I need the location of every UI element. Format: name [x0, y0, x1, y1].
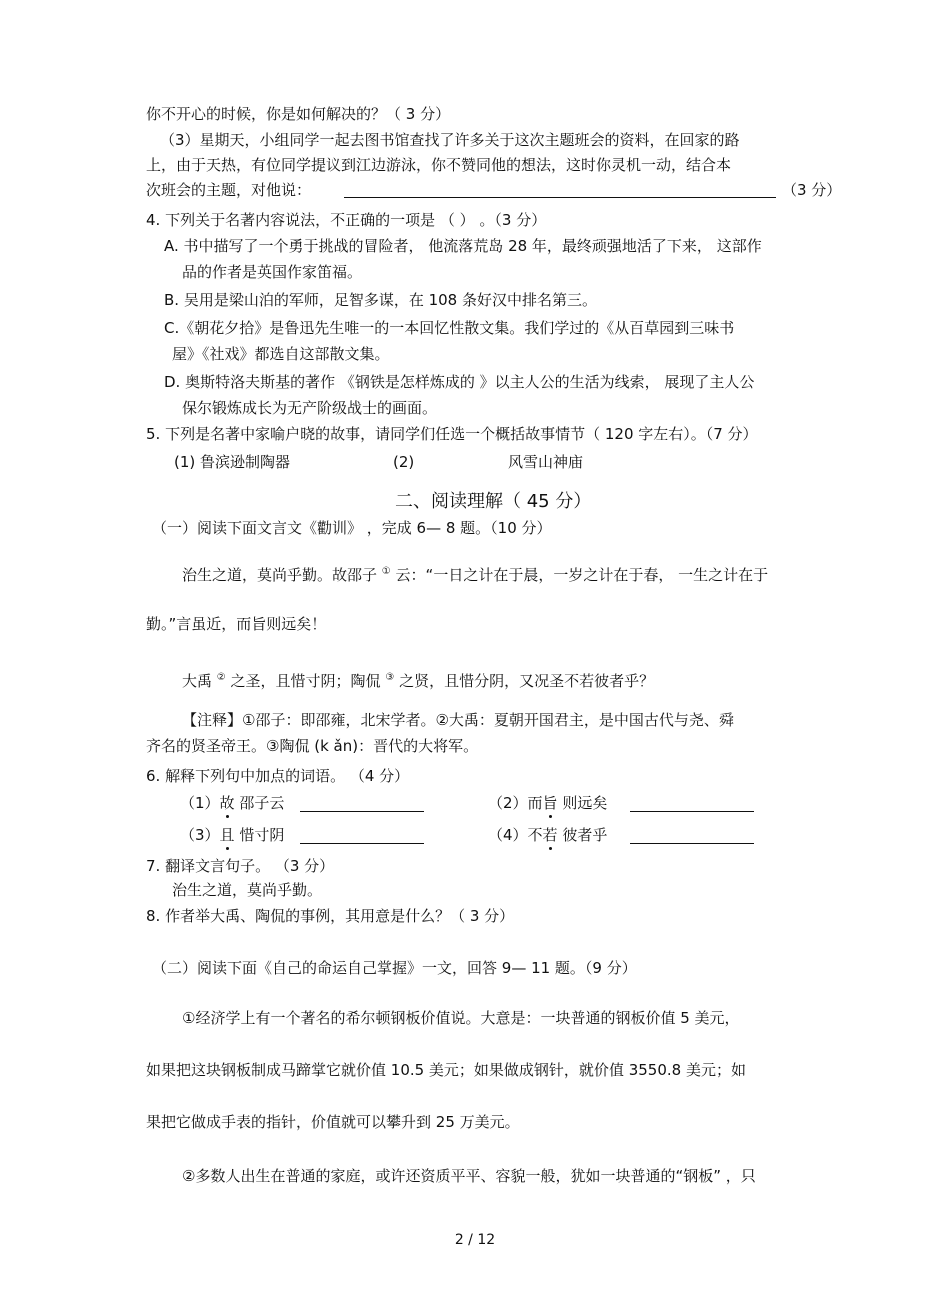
- q4-option-c-line2: 屋》《社戏》都选自这部散文集。: [172, 345, 390, 363]
- q3-line-2: 上，由于天热，有位同学提议到江边游泳，你不赞同他的想法，这时你灵机一动，结合本: [146, 156, 732, 174]
- classical-text: 大禹: [182, 672, 213, 690]
- q6-item-2: [488, 793, 607, 813]
- q6-item-prefix: （3）: [180, 826, 220, 844]
- q3-line-3: [146, 180, 311, 200]
- q3-prompt: 次班会的主题，对他说：: [146, 181, 312, 199]
- part1-intro: （一）阅读下面文言文《勸训》 ，完成 6— 8 题。（10 分）: [152, 519, 552, 537]
- q5-stem: 5. 下列是名著中家喻户晓的故事，请同学们任选一个概括故事情节（ 120 字左右）。（7 分）: [146, 425, 758, 443]
- q4-option-a-line1: A. 书中描写了一个勇于挑战的冒险者， 他流落荒岛 28 年，最终顽强地活了下来， 这部作: [164, 237, 762, 255]
- q3-line-1: （3）星期天，小组同学一起去图书馆查找了许多关于这次主题班会的资料，在回家的路: [160, 131, 740, 149]
- classical-text: 治生之道，莫尚乎勤。故邵子: [182, 566, 378, 584]
- q2-end-line: 你不开心的时候，你是如何解决的？（ 3 分）: [146, 105, 451, 123]
- footnote-marker-3: ③: [385, 672, 395, 683]
- q4-option-c-line1: C.《朝花夕拾》是鲁迅先生唯一的一本回忆性散文集。我们学过的《从百草园到三味书: [164, 319, 735, 337]
- q6-item-text: 则远矣: [557, 794, 608, 812]
- q3-answer-blank[interactable]: [344, 197, 776, 198]
- q6-item-1: [180, 793, 284, 813]
- q6-item-text: 惜寸阴: [234, 826, 285, 844]
- footnote-marker-2: ②: [216, 672, 226, 683]
- modern-para-1-line2: 如果把这块钢板制成马蹄掌它就价值 10.5 美元；如果做成钢针，就价值 3550.8 美元；如: [146, 1061, 746, 1079]
- q7-sentence: 治生之道，莫尚乎勤。: [172, 881, 323, 899]
- q4-option-d-line1: D. 奥斯特洛夫斯基的著作 《钢铁是怎样炼成的 》以主人公的生活为线索， 展现了主人公: [164, 373, 755, 391]
- dotted-word: 且: [219, 826, 235, 844]
- q6-item-prefix: （1）: [180, 794, 220, 812]
- q5-option-1: (1) 鲁滨逊制陶器: [174, 453, 291, 471]
- footnote-marker-1: ①: [381, 566, 391, 577]
- q5-option-2-label: (2): [393, 453, 415, 471]
- q3-score: （3 分）: [782, 181, 842, 199]
- notes-line-1: 【注释】①邵子：即邵雍，北宋学者。②大禹：夏朝开国君主，是中国古代与尧、舜: [182, 711, 734, 729]
- q4-option-d-line2: 保尔锻炼成长为无产阶级战士的画面。: [182, 399, 438, 417]
- q4-stem: 4. 下列关于名著内容说法，不正确的一项是 （ ） 。（3 分）: [146, 211, 547, 229]
- q6-item-text: 彼者乎: [557, 826, 608, 844]
- notes-line-2: 齐名的贤圣帝王。③陶侃 (k ǎn)：晋代的大将军。: [146, 737, 479, 755]
- classical-text: 之圣，且惜寸阴；陶侃: [230, 672, 381, 690]
- classical-text: 云：“一日之计在于晨，一岁之计在于春， 一生之计在于: [395, 566, 769, 584]
- classical-para-2: [182, 668, 654, 691]
- q6-stem: 6. 解释下列句中加点的词语。 （4 分）: [146, 767, 410, 785]
- q6-item-text: 邵子云: [234, 794, 285, 812]
- q6-answer-blank-3[interactable]: [300, 843, 424, 844]
- q4-option-b: B. 吴用是梁山泊的军师，足智多谋，在 108 条好汉中排名第三。: [164, 291, 597, 309]
- classical-text: 之贤，且惜分阴，又况圣不若彼者乎？: [399, 672, 655, 690]
- dotted-word: 旨: [542, 794, 558, 812]
- classical-para-1-line2: 勤。”言虽近，而旨则远矣！: [146, 615, 327, 633]
- q6-answer-blank-4[interactable]: [630, 843, 754, 844]
- q7-stem: 7. 翻译文言句子。 （3 分）: [146, 857, 335, 875]
- q8-stem: 8. 作者举大禹、陶侃的事例，其用意是什么？（ 3 分）: [146, 907, 515, 925]
- part2-intro: （二）阅读下面《自己的命运自己掌握》一文，回答 9— 11 题。（9 分）: [152, 959, 637, 977]
- dotted-word: 故: [219, 794, 235, 812]
- q6-item-3: [180, 825, 284, 845]
- q6-answer-blank-1[interactable]: [300, 811, 424, 812]
- section-2-title: 二、阅读理解（ 45 分）: [395, 491, 592, 512]
- q6-item-4: [488, 825, 607, 845]
- q6-item-prefix: （2）而: [488, 794, 543, 812]
- q5-option-2-text: 风雪山神庙: [508, 453, 584, 471]
- q6-answer-blank-2[interactable]: [630, 811, 754, 812]
- modern-para-2-line1: ②多数人出生在普通的家庭，或许还资质平平、容貌一般，犹如一块普通的“钢板” ，只: [182, 1167, 756, 1185]
- classical-para-1-line1: [182, 562, 768, 585]
- dotted-word: 若: [542, 826, 558, 844]
- q4-option-a-line2: 品的作者是英国作家笛福。: [182, 263, 363, 281]
- q6-item-prefix: （4）不: [488, 826, 543, 844]
- page-number: 2 / 12: [454, 1232, 496, 1248]
- modern-para-1-line3: 果把它做成手表的指针，价值就可以攀升到 25 万美元。: [146, 1113, 520, 1131]
- modern-para-1-line1: ①经济学上有一个著名的希尔顿钢板价值说。大意是：一块普通的钢板价值 5 美元，: [182, 1009, 740, 1027]
